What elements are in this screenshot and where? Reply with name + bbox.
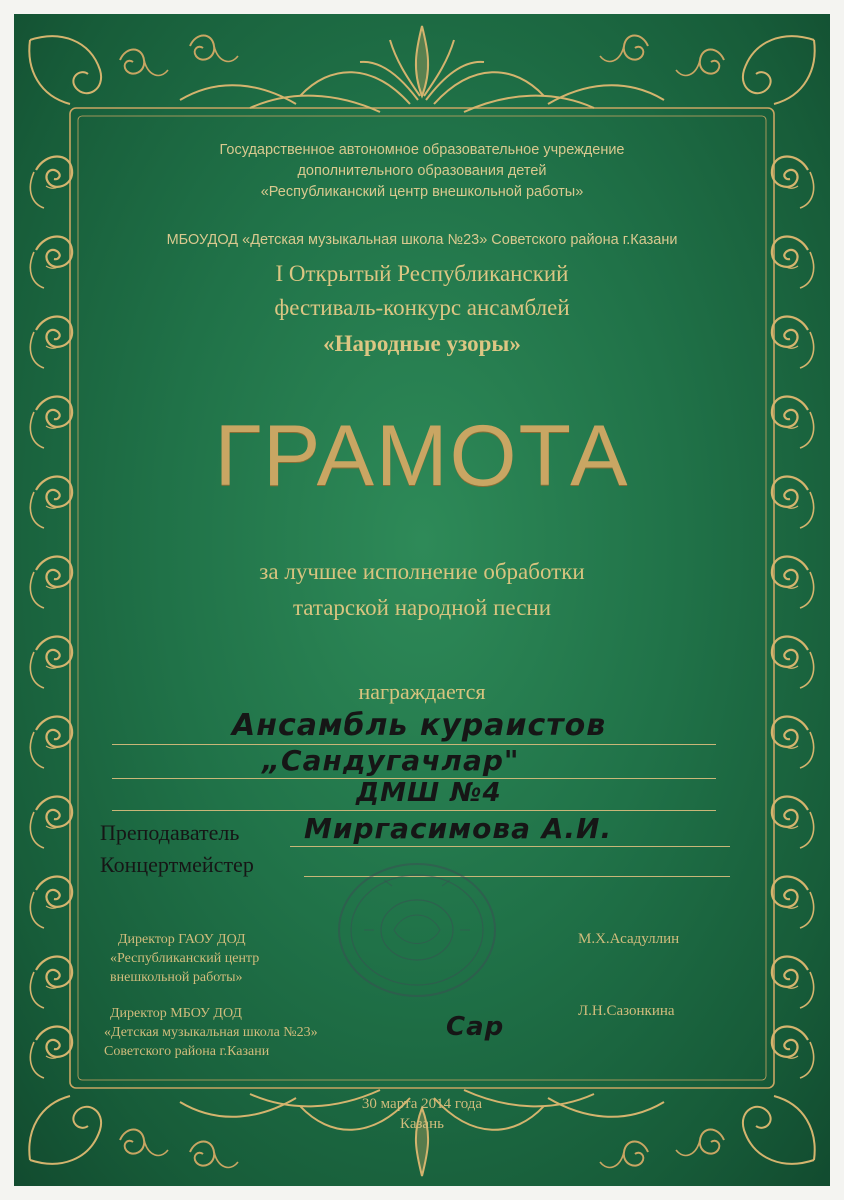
school-name: МБОУДОД «Детская музыкальная школа №23» Советского района г.Казани [166, 232, 678, 248]
handwritten-ensemble: Ансамбль кураистов [232, 708, 607, 743]
fill-line-3 [112, 810, 716, 811]
header-line-1: Государственное автономное образовательное учреждение [219, 142, 625, 158]
signatory-2-name: Л.Н.Сазонкина [578, 1003, 675, 1019]
teacher-label: Преподаватель [100, 820, 240, 845]
handwritten-school: ДМШ №4 [356, 778, 502, 808]
teacher-line [290, 846, 730, 847]
festival-line-2: фестиваль-конкурс ансамблей [274, 295, 570, 320]
signatory-2-title-line-3: Советского района г.Казани [104, 1044, 270, 1059]
signatory-1-title-line-3: внешкольной работы» [110, 970, 243, 985]
accompanist-label: Концертмейстер [100, 852, 254, 877]
reason-line-2: татарской народной песни [292, 595, 552, 620]
festival-name: «Народные узоры» [323, 331, 521, 356]
reason-line-1: за лучшее исполнение обработки [259, 559, 585, 584]
signatory-1-title-line-1: Директор ГАОУ ДОД [118, 932, 246, 947]
certificate-title: ГРАМОТА [214, 408, 630, 504]
signatory-1-title-line-2: «Республиканский центр [110, 951, 260, 966]
header-line-2: дополнительного образования детей [297, 163, 547, 179]
header-line-3: «Республиканский центр внешкольной работы» [260, 184, 584, 200]
handwritten-teacher: Миргасимова А.И. [304, 812, 613, 845]
official-stamp [334, 860, 500, 1000]
city: Казань [400, 1116, 444, 1132]
signature: Сар [446, 1012, 505, 1042]
signatory-2-title-line-1: Директор МБОУ ДОД [110, 1006, 242, 1021]
handwritten-ensemble-name: „Сандугачлар" [262, 744, 520, 777]
date: 30 марта 2014 года [361, 1096, 483, 1112]
awarded-label: награждается [358, 679, 486, 704]
festival-line-1: I Открытый Республиканский [275, 261, 569, 286]
signatory-2-title-line-2: «Детская музыкальная школа №23» [104, 1025, 318, 1040]
signatory-1-name: М.Х.Асадуллин [578, 931, 680, 947]
